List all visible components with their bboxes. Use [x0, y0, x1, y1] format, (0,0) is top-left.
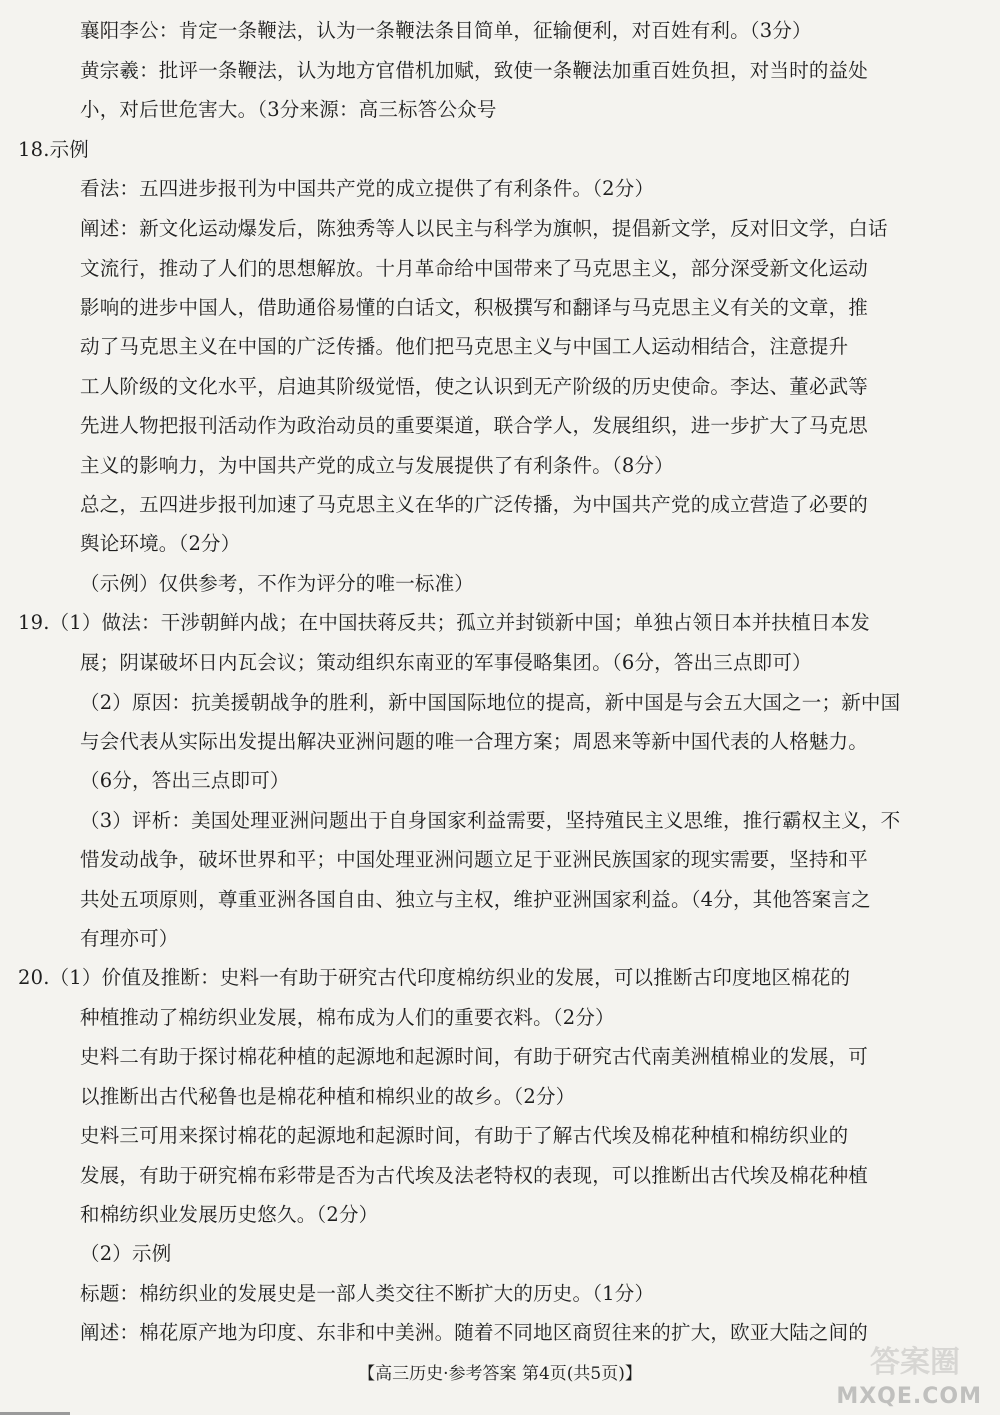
- text-line: 阐述：棉花原产地为印度、东非和中美洲。随着不同地区商贸往来的扩大，欧亚大陆之间的: [80, 1321, 869, 1344]
- text-line: 史料二有助于探讨棉花种植的起源地和起源时间，有助于研究古代南美洲植棉业的发展，可: [80, 1045, 869, 1068]
- text-line: 黄宗羲：批评一条鞭法，认为地方官借机加赋，致使一条鞭法加重百姓负担，对当时的益处: [80, 59, 869, 82]
- watermark-text: MXQE.COM: [836, 1384, 982, 1409]
- text-line: 总之，五四进步报刊加速了马克思主义在华的广泛传播，为中国共产党的成立营造了必要的: [80, 493, 869, 516]
- text-line: （6分，答出三点即可）: [80, 769, 290, 792]
- text-line: 看法：五四进步报刊为中国共产党的成立提供了有利条件。（2分）: [80, 177, 655, 200]
- text-line: 先进人物把报刊活动作为政治动员的重要渠道，联合学人，发展组织，进一步扩大了马克思: [80, 414, 869, 437]
- text-line: 阐述：新文化运动爆发后，陈独秀等人以民主与科学为旗帜，提倡新文学，反对旧文学，白话: [80, 217, 888, 240]
- text-line: 和棉纺织业发展历史悠久。（2分）: [80, 1203, 379, 1226]
- text-line: 与会代表从实际出发提出解决亚洲问题的唯一合理方案；周恩来等新中国代表的人格魅力。: [80, 730, 869, 753]
- text-line: （2）原因：抗美援朝战争的胜利，新中国国际地位的提高，新中国是与会五大国之一；新中国: [80, 691, 901, 714]
- text-line: 舆论环境。（2分）: [80, 532, 241, 555]
- text-line: 史料三可用来探讨棉花的起源地和起源时间，有助于了解古代埃及棉花种植和棉纺织业的: [80, 1124, 849, 1147]
- question-number: 20.（1）价值及推断：史料一有助于研究古代印度棉纺织业的发展，可以推断古印度地区棉花的: [18, 966, 851, 989]
- question-number: 18.示例: [18, 138, 90, 161]
- question-number: 19.（1）做法：干涉朝鲜内战；在中国扶蒋反共；孤立并封锁新中国；单独占领日本并扶植日本发: [18, 611, 870, 634]
- text-line: 标题：棉纺织业的发展史是一部人类交往不断扩大的历史。（1分）: [80, 1282, 655, 1305]
- text-line: 共处五项原则，尊重亚洲各国自由、独立与主权，维护亚洲国家利益。（4分，其他答案言之: [80, 888, 871, 911]
- text-line: （3）评析：美国处理亚洲问题出于自身国家利益需要，坚持殖民主义思维，推行霸权主义，不: [80, 809, 901, 832]
- text-line: 小，对后世危害大。（3分来源：高三标答公众号: [80, 98, 497, 121]
- text-line: 有理亦可）: [80, 927, 179, 950]
- text-line: 种植推动了棉纺织业发展，棉布成为人们的重要衣料。（2分）: [80, 1006, 615, 1029]
- text-line: 以推断出古代秘鲁也是棉花种植和棉织业的故乡。（2分）: [80, 1085, 576, 1108]
- text-line: （示例）仅供参考，不作为评分的唯一标准）: [80, 572, 475, 595]
- text-line: 襄阳李公：肯定一条鞭法，认为一条鞭法条目简单，征输便利，对百姓有利。（3分）: [80, 19, 812, 42]
- text-line: 展；阴谋破坏日内瓦会议；策动组织东南亚的军事侵略集团。（6分，答出三点即可）: [80, 651, 812, 674]
- text-line: 主义的影响力，为中国共产党的成立与发展提供了有利条件。（8分）: [80, 454, 674, 477]
- text-line: 文流行，推动了人们的思想解放。十月革命给中国带来了马克思主义，部分深受新文化运动: [80, 257, 869, 280]
- text-line: 动了马克思主义在中国的广泛传播。他们把马克思主义与中国工人运动相结合，注意提升: [80, 335, 849, 358]
- text-line: （2）示例: [80, 1242, 172, 1265]
- text-line: 发展，有助于研究棉布彩带是否为古代埃及法老特权的表现，可以推断出古代埃及棉花种植: [80, 1164, 869, 1187]
- watermark-logo-icon: 答案圈: [870, 1345, 960, 1380]
- text-line: 影响的进步中国人，借助通俗易懂的白话文，积极撰写和翻译与马克思主义有关的文章，推: [80, 296, 869, 319]
- text-line: 惜发动战争，破坏世界和平；中国处理亚洲问题立足于亚洲民族国家的现实需要，坚持和平: [80, 848, 869, 871]
- page-footer: 【高三历史·参考答案 第4页(共5页)】: [358, 1364, 642, 1384]
- text-line: 工人阶级的文化水平，启迪其阶级觉悟，使之认识到无产阶级的历史使命。李达、董必武等: [80, 375, 869, 398]
